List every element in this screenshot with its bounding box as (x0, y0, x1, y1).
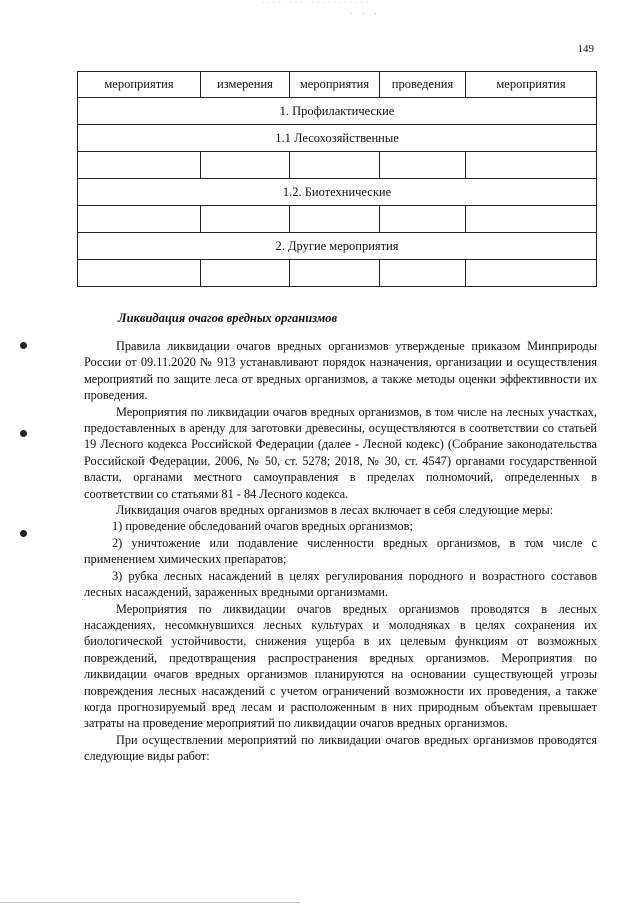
paragraph: Мероприятия по ликвидации очагов вредных организмов проводятся в лесных насаждениях, несомкнувшихся лесных культурах и молодняках в целях сохранения их биологической устойчивости, снижения ущерба в их целевым функциям от возможных повреждений, предотвращения распространения вредных организмов. Мероприятия по ликвидации очагов вредных организмов планируются на основании существующей угрозы повреждения лесных насаждений с учетом ограничений возможности их проведения, а также когда прогнозируемый вред лесам и расположенным в них природным объектам превышает затраты на проведение мероприятий по ликвидации очагов вредных организмов. (84, 601, 597, 731)
table-cell (290, 260, 380, 287)
table-cell (290, 206, 380, 233)
paragraph: Ликвидация очагов вредных организмов в лесах включает в себя следующие меры: (116, 503, 554, 518)
paragraph: При осуществлении мероприятий по ликвидации очагов вредных организмов проводятся следующие виды работ: (84, 732, 597, 764)
scan-artifact: · · · (350, 10, 381, 18)
table-cell (380, 260, 466, 287)
paragraph: Правила ликвидации очагов вредных организмов утвержденые приказом Минприроды России от 09.11.2020 № 913 устанавливают порядок назначения, организации и осуществления мероприятий по защите леса от вредных организмов, а также методы оценки эффективности их проведения. (84, 339, 597, 403)
list-item: 3) рубка лесных насаждений в целях регулирования породного и возрастного составов лесных насаждений, зараженных вредными организмами. (84, 568, 597, 600)
paragraph: Мероприятия по ликвидации очагов вредных организмов, в том числе на лесных участках, предоставленных в аренду для заготовки древесины, осуществляются в соответствии со статьей 19 Лесного кодекса Российской Федерации (далее - Лесной кодекс) (Собрание законодательства Российской Федерации, 2006, № 50, ст. 5278; 2018, № 30, ст. 4547) органами государственной власти, органами местного самоуправления в пределах полномочий, определенных в соответствии со статьями 81 - 84 Лесного кодекса. (84, 404, 597, 501)
list-item: 1) проведение обследований очагов вредных организмов; (112, 519, 413, 534)
table-header-cell: мероприятия (290, 72, 380, 98)
punch-hole-mark (20, 530, 27, 537)
punch-hole-mark (20, 430, 27, 437)
table-cell (466, 206, 597, 233)
punch-hole-mark (20, 342, 27, 349)
page-number: 149 (577, 43, 594, 55)
table-header-cell: проведения (380, 72, 466, 98)
section-title: 1.2. Биотехнические (78, 179, 597, 206)
table-section-row (78, 125, 597, 152)
scan-edge (0, 902, 300, 903)
table-cell (201, 152, 290, 179)
table-header-row (78, 72, 597, 98)
section-heading: Ликвидация очагов вредных организмов (118, 311, 338, 325)
table-cell (466, 260, 597, 287)
table-row (78, 260, 597, 287)
table-cell (380, 206, 466, 233)
table-section-row (78, 233, 597, 260)
list-item: 2) уничтожение или подавление численности вредных организмов, в том числе с применением химических препаратов; (84, 535, 597, 567)
table-header-cell: измерения (201, 72, 290, 98)
table-cell (290, 152, 380, 179)
table-row (78, 206, 597, 233)
scan-artifact: · · · · · · · · · · · · · · · · · · · · (262, 0, 370, 6)
table-header-cell: мероприятия (466, 72, 597, 98)
table-cell (201, 260, 290, 287)
table-cell (78, 152, 201, 179)
section-title: 2. Другие мероприятия (78, 233, 597, 260)
table-section-row (78, 179, 597, 206)
table-header-cell: мероприятия (78, 72, 201, 98)
table-cell (78, 206, 201, 233)
table-section-row (78, 98, 597, 125)
table-cell (380, 152, 466, 179)
table-cell (466, 152, 597, 179)
table-cell (201, 206, 290, 233)
table-row (78, 152, 597, 179)
measures-table (77, 71, 597, 287)
section-title: 1.1 Лесохозяйственные (78, 125, 597, 152)
section-title: 1. Профилактические (78, 98, 597, 125)
body-text (84, 338, 597, 765)
table-cell (78, 260, 201, 287)
